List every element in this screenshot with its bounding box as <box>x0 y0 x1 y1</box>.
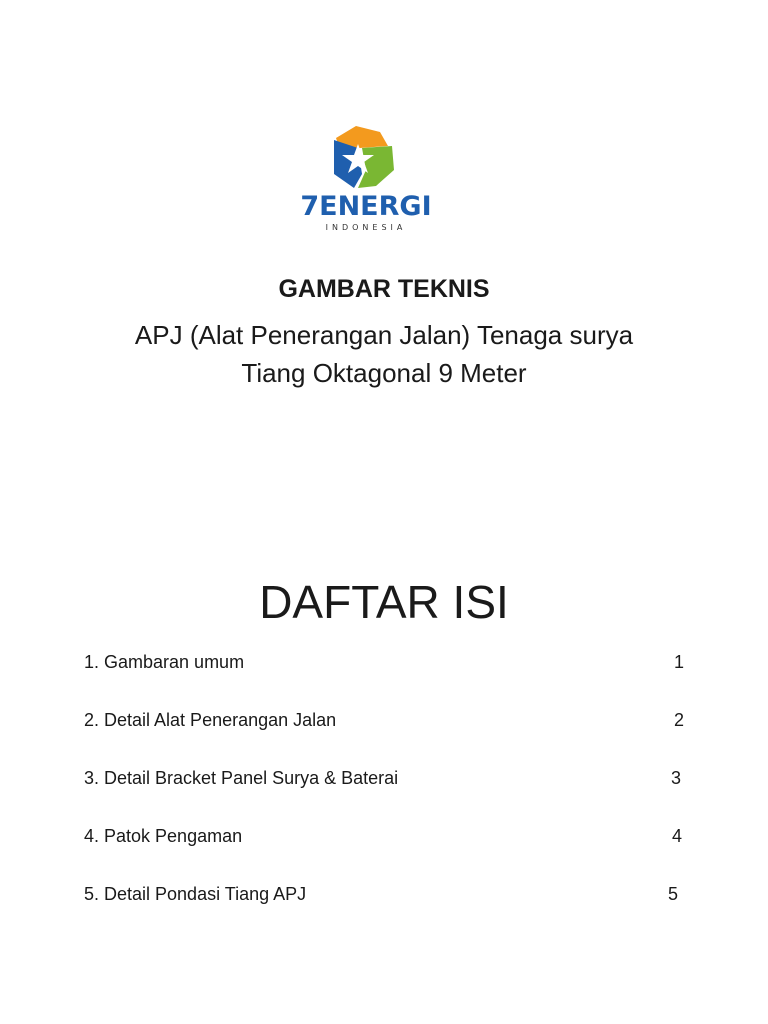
toc-item-label: 5. Detail Pondasi Tiang APJ <box>84 884 307 904</box>
document-title: GAMBAR TEKNIS <box>278 275 490 303</box>
toc-item-page: 2 <box>673 710 684 730</box>
toc-item-page: 4 <box>671 826 682 846</box>
subtitle-line-1: APJ (Alat Penerangan Jalan) Tenaga surya <box>134 320 634 350</box>
toc-item-label: 1. Gambaran umum <box>84 652 245 672</box>
toc-item-label: 2. Detail Alat Penerangan Jalan <box>84 710 337 730</box>
toc-item <box>84 880 686 938</box>
table-of-contents <box>84 648 686 938</box>
company-logo <box>300 122 432 238</box>
toc-item-page: 1 <box>673 652 684 672</box>
subtitle-line-2: Tiang Oktagonal 9 Meter <box>241 358 527 388</box>
logo-wordmark: 7ENERGI <box>300 191 432 222</box>
toc-item-page: 3 <box>670 768 681 788</box>
hexagon-star-logo-icon <box>300 122 432 192</box>
toc-item <box>84 706 686 764</box>
toc-item-label: 4. Patok Pengaman <box>84 826 243 846</box>
toc-item <box>84 648 686 706</box>
toc-heading: DAFTAR ISI <box>259 576 509 628</box>
toc-item <box>84 822 686 880</box>
logo-subtitle: INDONESIA <box>325 223 407 232</box>
toc-item <box>84 764 686 822</box>
toc-item-page: 5 <box>667 884 678 904</box>
document-subtitle <box>0 316 768 392</box>
toc-item-label: 3. Detail Bracket Panel Surya & Baterai <box>84 768 399 788</box>
